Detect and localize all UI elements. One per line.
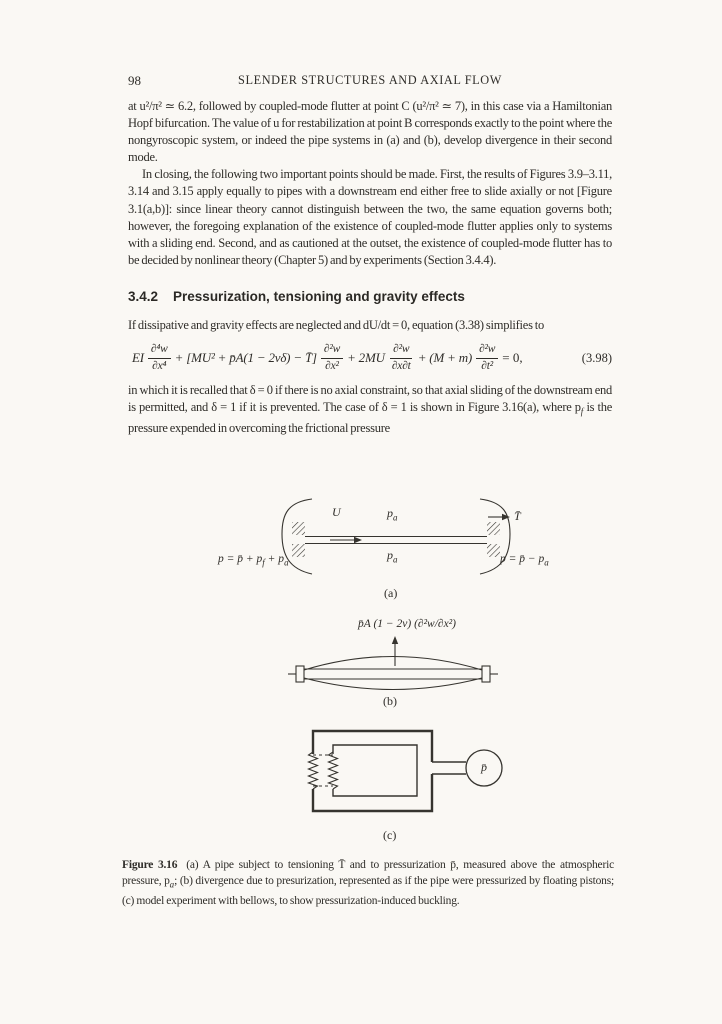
- eq-mid-3: + (M + m): [417, 350, 473, 366]
- left-pressure-equation: [218, 553, 289, 567]
- left-wall-hatch-top: [292, 522, 305, 535]
- paragraph-3: If dissipative and gravity effects are neglected and dU/dt = 0, equation (3.38) simplifies to: [128, 317, 544, 332]
- paragraph-4-pre: in which it is recalled that δ = 0 if there is no axial constraint, so that axial sliding of the downstream end is permitted, and δ = 1 if it is prevented. The case of δ = 1 is shown in Figure 3.16(a), where p: [128, 382, 612, 414]
- text-column: [128, 0, 612, 437]
- eq-frac1-num: ∂⁴w: [148, 343, 171, 359]
- section-title: Pressurization, tensioning and gravity effects: [173, 288, 465, 304]
- pressure-above-subscript: a: [393, 512, 398, 523]
- eq-mid-1: + [MU² + p̄A(1 − 2νδ) − T̄]: [174, 350, 317, 366]
- pressure-above-label: [387, 506, 398, 522]
- left-pressure-eq-sub-a: a: [284, 557, 289, 568]
- pressure-below-label: [387, 548, 398, 564]
- eq-frac1-den: ∂x⁴: [152, 359, 167, 372]
- figure-caption-part2: ; (b) divergence due to presurization, represented as if the pipe were pressurized by floating pistons; (c) model experiment with bellows, to show pressurization-induced buckling.: [122, 875, 614, 908]
- right-pressure-eq-sub-a: a: [544, 557, 549, 568]
- eq-tail: = 0,: [502, 350, 523, 366]
- figure-caption-part1: (a) A pipe subject to tensioning T̄ and to pressurization p̄, measured above the atmospheric pressure, p: [122, 859, 614, 888]
- left-piston-cap: [296, 666, 304, 682]
- inner-box: [333, 745, 417, 796]
- pressure-below-subscript: a: [393, 554, 398, 565]
- eq-frac3-num: ∂²w: [390, 343, 412, 359]
- eq-mid-2: + 2MU: [347, 350, 385, 366]
- left-pressure-eq-part2: + p: [264, 553, 285, 565]
- figure-caption-sub-a: a: [169, 879, 175, 890]
- paragraph-1: at u²/π² ≃ 6.2, followed by coupled-mode flutter at point C (u²/π² ≃ 7), in this case via a Hamiltonian Hopf bifurcation. The value of u for restabilization at point B corresponds exactly to the point where the nongyroscopic system, or indeed the pipe systems in (a) and (b), develop divergence in their second mode.: [128, 99, 612, 165]
- eq-frac4-den: ∂t²: [481, 359, 494, 372]
- figure-line-art: [122, 494, 614, 854]
- right-pressure-equation: [500, 553, 549, 567]
- bellows-spring-outer: [309, 752, 318, 789]
- section-number: 3.4.2: [128, 288, 159, 304]
- flow-arrow-head: [354, 537, 362, 543]
- pressure-force-label: p̄A (1 − 2ν) (∂²w/∂x²): [358, 618, 456, 630]
- figure-3-16: [122, 494, 614, 854]
- equation-body: [132, 343, 523, 374]
- eq-fraction-1: [148, 343, 171, 374]
- buckled-pipe-lower-arc: [304, 678, 482, 690]
- paragraph-4-post: is the pressure expended in overcoming the frictional pressure: [128, 399, 612, 436]
- flow-velocity-label: U: [332, 505, 341, 519]
- running-title: SLENDER STRUCTURES AND AXIAL FLOW: [238, 73, 502, 87]
- tension-label: T̄: [514, 509, 521, 523]
- left-pressure-eq-sub-f: f: [262, 557, 265, 568]
- section-heading: [128, 289, 612, 304]
- eq-frac3-den: ∂x∂t: [391, 359, 411, 372]
- page-header: [128, 73, 612, 91]
- eq-fraction-3: [389, 343, 414, 374]
- subfigure-b-label: (b): [383, 694, 397, 708]
- gauge-pressure-label: p̄: [481, 760, 487, 774]
- eq-fraction-2: [321, 343, 343, 374]
- bellows-spring-inner: [329, 752, 338, 789]
- right-pressure-eq-part1: p = p̄ − p: [500, 553, 545, 565]
- eq-frac2-num: ∂²w: [321, 343, 343, 359]
- figure-caption: [122, 857, 614, 910]
- eq-frac4-num: ∂²w: [476, 343, 498, 359]
- paragraph-2: In closing, the following two important points should be made. First, the results of Figures 3.9–3.11, 3.14 and 3.15 apply equally to pipes with a downstream end either free to slide axially or not [Figure 3.1(a,b)]: since linear theory cannot distinguish between the two, the same equation governs both; however, the foregoing explanation of the existence of coupled-mode flutter applies only to systems with a sliding end. Second, and as cautioned at the outset, the existence of coupled-mode flutter has to be decided by nonlinear theory (Chapter 5) and by experiments (Section 3.4.4).: [128, 167, 612, 267]
- eq-fraction-4: [476, 343, 498, 374]
- left-wall-hatch-bottom: [292, 544, 305, 557]
- figure-caption-tag: Figure 3.16: [122, 859, 178, 871]
- equation-3-98: [128, 343, 612, 374]
- right-wall-hatch-bottom: [487, 544, 500, 557]
- right-wall-hatch-top: [487, 522, 500, 535]
- buckled-pipe-upper-arc: [304, 657, 482, 671]
- subfigure-a-label: (a): [384, 586, 398, 600]
- pressure-above-symbol: p: [387, 506, 393, 520]
- subfigure-c-label: (c): [383, 828, 397, 842]
- pressure-below-symbol: p: [387, 548, 393, 562]
- equation-number: (3.98): [581, 350, 612, 365]
- pressure-force-arrow-head: [392, 636, 398, 644]
- right-piston-cap: [482, 666, 490, 682]
- p-f-subscript: f: [580, 406, 584, 417]
- left-pressure-eq-part1: p = p̄ + p: [218, 553, 263, 565]
- paragraph-4: [128, 382, 612, 438]
- outer-box: [313, 731, 432, 811]
- eq-lead: EI: [132, 350, 144, 366]
- eq-frac2-den: ∂x²: [325, 359, 339, 372]
- page-number: 98: [128, 73, 141, 88]
